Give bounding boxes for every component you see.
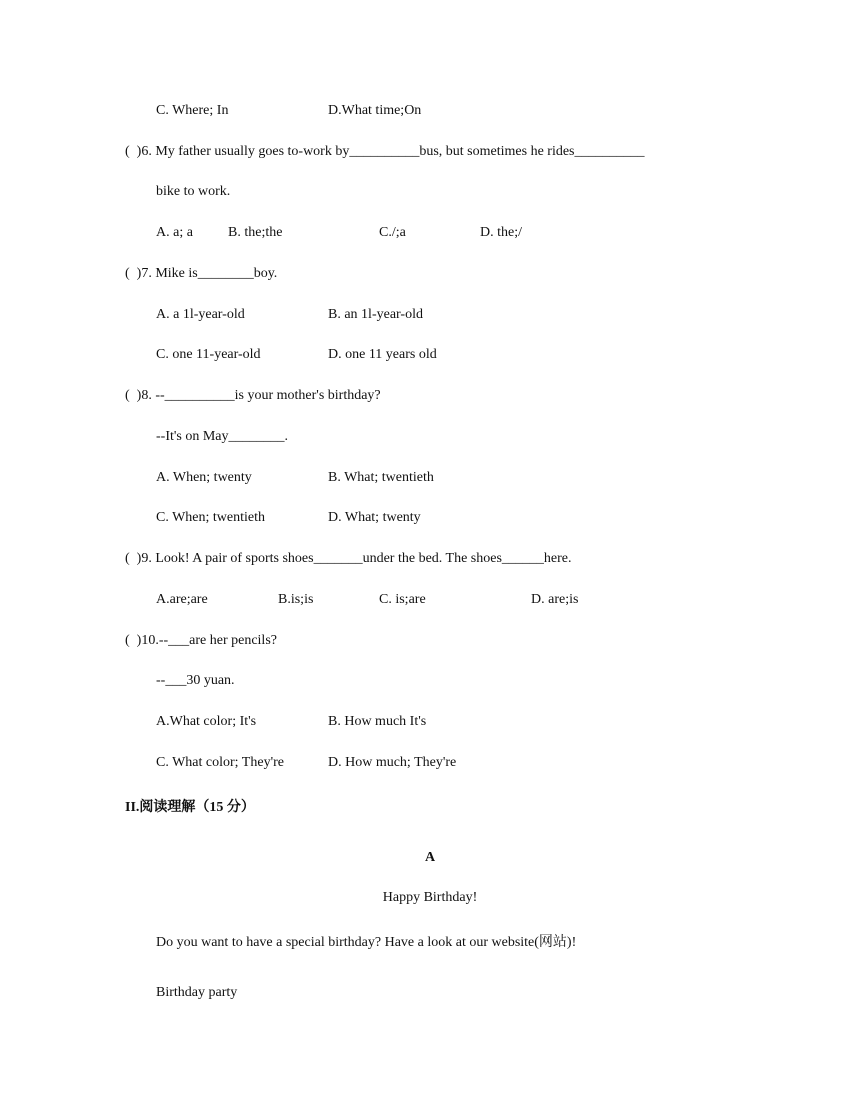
q8-option-c: C. When; twentieth [156,510,265,525]
passage-paragraph: Do you want to have a special birthday? Have a look at our website(网站)! [156,935,577,950]
q5-option-c: C. Where; In [156,103,229,118]
passage-subheading: Birthday party [156,985,238,1000]
q7-option-b: B. an 1l-year-old [328,307,423,322]
q8-option-a: A. When; twenty [156,470,252,485]
q10-reply: --___30 yuan. [156,673,235,688]
q10-stem: ( )10.--___are her pencils? [125,633,277,648]
q9-stem: ( )9. Look! A pair of sports shoes_______under the bed. The shoes______here. [125,551,572,566]
q6-option-d: D. the;/ [480,225,522,240]
q9-option-d: D. are;is [531,592,579,607]
q9-option-c: C. is;are [379,592,426,607]
q9-option-a: A.are;are [156,592,208,607]
q10-option-d: D. How much; They're [328,755,457,770]
q5-option-d: D.What time;On [328,103,422,118]
q6-option-c: C./;a [379,225,406,240]
q7-option-a: A. a 1l-year-old [156,307,245,322]
q6-option-b: B. the;the [228,225,283,240]
section-heading: II.阅读理解（15 分） [125,800,255,815]
q8-stem: ( )8. --__________is your mother's birthday? [125,388,381,403]
q6-stem-continued: bike to work. [156,184,231,199]
q7-option-d: D. one 11 years old [328,347,437,362]
q6-option-a: A. a; a [156,225,193,240]
q6-stem: ( )6. My father usually goes to-work by__________bus, but sometimes he rides__________ [125,144,645,159]
q8-option-b: B. What; twentieth [328,470,434,485]
q9-option-b: B.is;is [278,592,314,607]
q8-reply: --It's on May________. [156,429,289,444]
q7-option-c: C. one 11-year-old [156,347,261,362]
q8-option-d: D. What; twenty [328,510,421,525]
q10-option-c: C. What color; They're [156,755,284,770]
passage-label: A [424,850,436,865]
q10-option-a: A.What color; It's [156,714,257,729]
q10-option-b: B. How much It's [328,714,427,729]
q7-stem: ( )7. Mike is________boy. [125,266,278,281]
passage-title: Happy Birthday! [382,890,478,905]
